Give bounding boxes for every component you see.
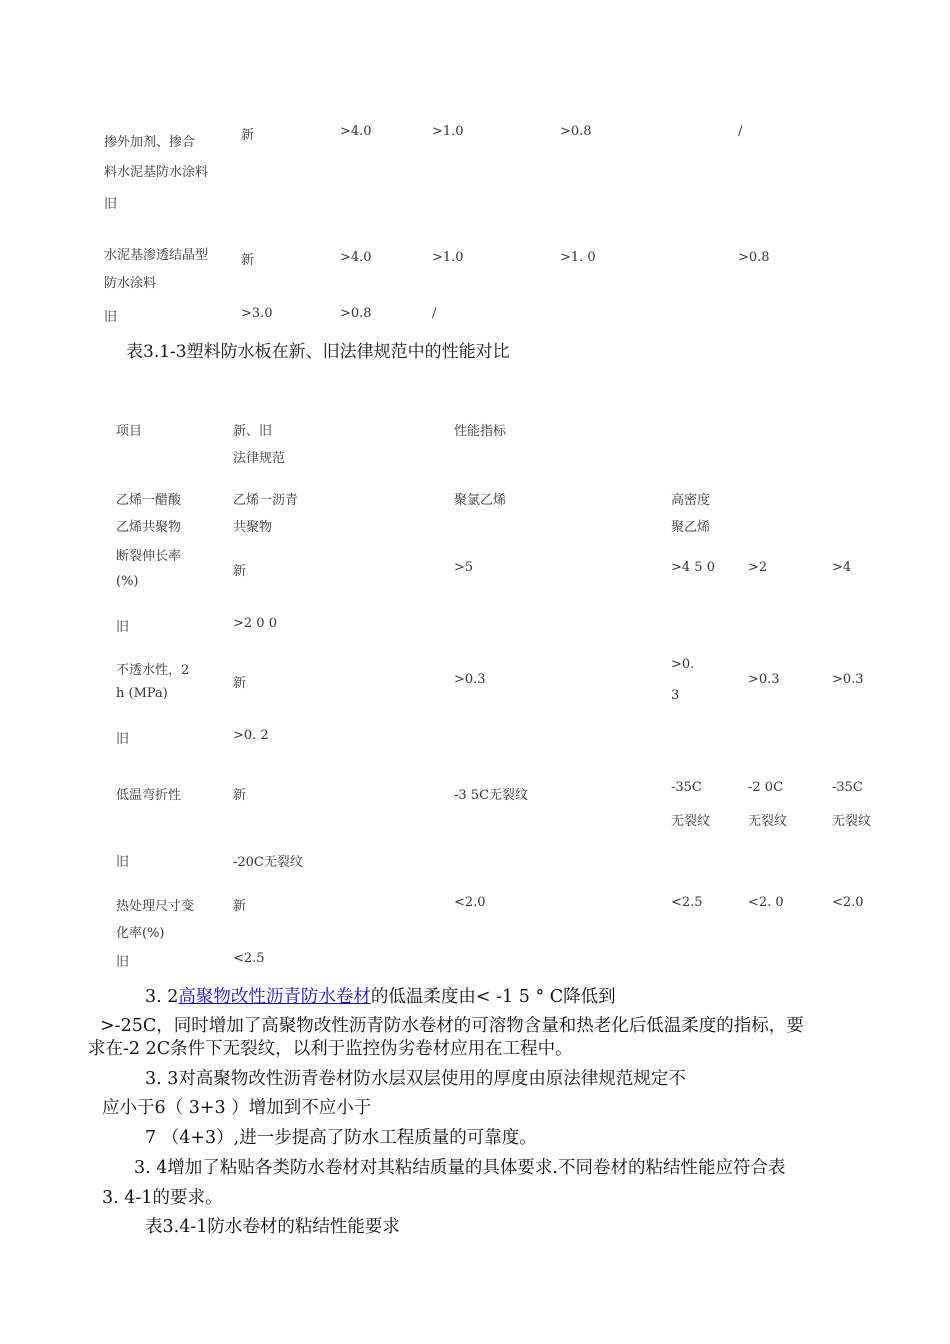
t2-material-hdpe-line1: 高密度 <box>671 493 711 508</box>
t2-lowtemp-value-line2: 无裂纹 <box>832 814 872 829</box>
t2-heat-value: <2. 0 <box>748 895 784 910</box>
t2-lowtemp-old-label: 旧 <box>116 855 130 870</box>
t2-elongation-old-value: >2 0 0 <box>233 616 277 631</box>
t2-lowtemp-value-line1: -2 0C <box>748 780 784 795</box>
t2-material-eva-line2: 乙烯共聚物 <box>116 520 182 535</box>
paragraph-3-2-line1 <box>145 983 616 1008</box>
t1-row1-new-value: >0.8 <box>560 124 592 139</box>
t1-row1-item-line2: 料水泥基防水涂料 <box>104 165 209 180</box>
t2-heat-label-line2: 化率(%) <box>116 926 165 941</box>
t1-row2-old-value: >0.8 <box>340 306 372 321</box>
t2-lowtemp-value: -3 5C无裂纹 <box>454 788 529 803</box>
paragraph-3-3-line3: 7 （4+3）,进一步提高了防水工程质量的可靠度。 <box>145 1128 537 1148</box>
t2-lowtemp-value-line2: 无裂纹 <box>671 814 711 829</box>
t2-lowtemp-old-value: -20C无裂纹 <box>233 855 303 870</box>
t2-elongation-label-line2: (%) <box>116 574 139 589</box>
p32-rest: 的低温柔度由< -1 5 ° C降低到 <box>370 987 616 1007</box>
t2-elongation-value: >5 <box>454 560 474 575</box>
t2-elongation-value: >2 <box>748 560 768 575</box>
t2-lowtemp-value-line1: -35C <box>671 780 702 795</box>
t2-heat-new-label: 新 <box>233 899 247 914</box>
paragraph-3-4-line2: 3. 4-1的要求。 <box>102 1188 223 1208</box>
t1-row1-item-line1: 掺外加剂、掺合 <box>104 135 196 150</box>
paragraph-3-2-line3: 求在-2 2C条件下无裂纹，以利于监控伪劣卷材应用在工程中。 <box>88 1039 573 1059</box>
t2-imperm-new-label: 新 <box>233 676 247 691</box>
t1-row2-new-value: >1. 0 <box>560 250 596 265</box>
t2-head-spec-line2: 法律规范 <box>233 451 286 466</box>
t2-elongation-value: >4 5 0 <box>671 560 715 575</box>
t1-row2-new-label: 新 <box>241 253 255 268</box>
t2-material-eca-line1: 乙烯一沥青 <box>233 493 299 508</box>
t2-imperm-value: >0.3 <box>454 672 486 687</box>
t1-row1-old-label: 旧 <box>104 197 118 212</box>
t1-row2-old-label: 旧 <box>104 310 118 325</box>
t2-heat-label-line1: 热处理尺寸变 <box>116 899 195 914</box>
t2-lowtemp-new-label: 新 <box>233 788 247 803</box>
t2-material-pvc: 聚氯乙烯 <box>454 493 507 508</box>
t2-elongation-value: >4 <box>832 560 852 575</box>
t2-material-eca-line2: 共聚物 <box>233 520 273 535</box>
t2-lowtemp-value-line2: 无裂纹 <box>748 814 788 829</box>
t2-imperm-label-line2: h (MPa) <box>116 686 168 701</box>
p32-prefix: 3. 2 <box>145 987 179 1007</box>
t1-row2-new-value: >0.8 <box>738 250 770 265</box>
t2-elongation-old-label: 旧 <box>116 620 130 635</box>
t2-heat-old-value: <2.5 <box>233 951 265 966</box>
paragraph-3-4-line1: 3. 4增加了粘贴各类防水卷材对其粘结质量的具体要求.不同卷材的粘结性能应符合表 <box>134 1158 786 1178</box>
t2-elongation-new-label: 新 <box>233 564 247 579</box>
t1-row1-new-value: >1.0 <box>432 124 464 139</box>
t1-row1-new-value: / <box>738 124 743 139</box>
t2-head-spec-line1: 新、旧 <box>233 424 273 439</box>
t2-heat-old-label: 旧 <box>116 955 130 970</box>
paragraph-3-3-line1: 3. 3对高聚物改性沥青卷材防水层双层使用的厚度由原法律规范规定不 <box>145 1069 686 1089</box>
t2-heat-value: <2.5 <box>671 895 703 910</box>
t2-heat-value: <2.0 <box>454 895 486 910</box>
t2-imperm-old-value: >0. 2 <box>233 728 269 743</box>
t1-row2-new-value: >4.0 <box>340 250 372 265</box>
t2-lowtemp-value-line1: -35C <box>832 780 863 795</box>
paragraph-3-3-line2: 应小于6（ 3+3 ）增加到不应小于 <box>102 1098 372 1118</box>
t2-elongation-label-line1: 断裂伸长率 <box>116 549 182 564</box>
p32-link[interactable]: 高聚物改性沥青防水卷材 <box>178 987 371 1007</box>
t1-row2-old-value: >3.0 <box>241 306 273 321</box>
paragraph-3-2-line2: >-25C，同时增加了高聚物改性沥青防水卷材的可溶物含量和热老化后低温柔度的指标，要 <box>100 1016 804 1036</box>
t2-imperm-label-line1: 不透水性，2 <box>116 663 190 678</box>
t1-row2-item-line1: 水泥基渗透结晶型 <box>104 248 209 263</box>
t2-lowtemp-label: 低温弯折性 <box>116 788 182 803</box>
t1-row1-new-label: 新 <box>241 128 255 143</box>
t1-row2-item-line2: 防水涂料 <box>104 276 157 291</box>
t2-head-item: 项目 <box>116 424 143 439</box>
t1-row2-new-value: >1.0 <box>432 250 464 265</box>
t2-material-eva-line1: 乙烯一醋酸 <box>116 493 182 508</box>
t2-imperm-value: >0.3 <box>832 672 864 687</box>
t2-head-perf: 性能指标 <box>454 424 507 439</box>
t2-imperm-value-line2: 3 <box>671 688 680 703</box>
t2-material-hdpe-line2: 聚乙烯 <box>671 520 711 535</box>
t2-imperm-value-line1: >0. <box>671 657 695 672</box>
t1-row1-new-value: >4.0 <box>340 124 372 139</box>
table-3-4-1-caption: 表3.4-1防水卷材的粘结性能要求 <box>145 1217 400 1237</box>
t2-heat-value: <2.0 <box>832 895 864 910</box>
table-3-1-3-caption: 表3.1-3塑料防水板在新、旧法律规范中的性能对比 <box>126 342 510 362</box>
t2-imperm-old-label: 旧 <box>116 732 130 747</box>
t1-row2-old-value: / <box>432 306 437 321</box>
t2-imperm-value: >0.3 <box>748 672 780 687</box>
